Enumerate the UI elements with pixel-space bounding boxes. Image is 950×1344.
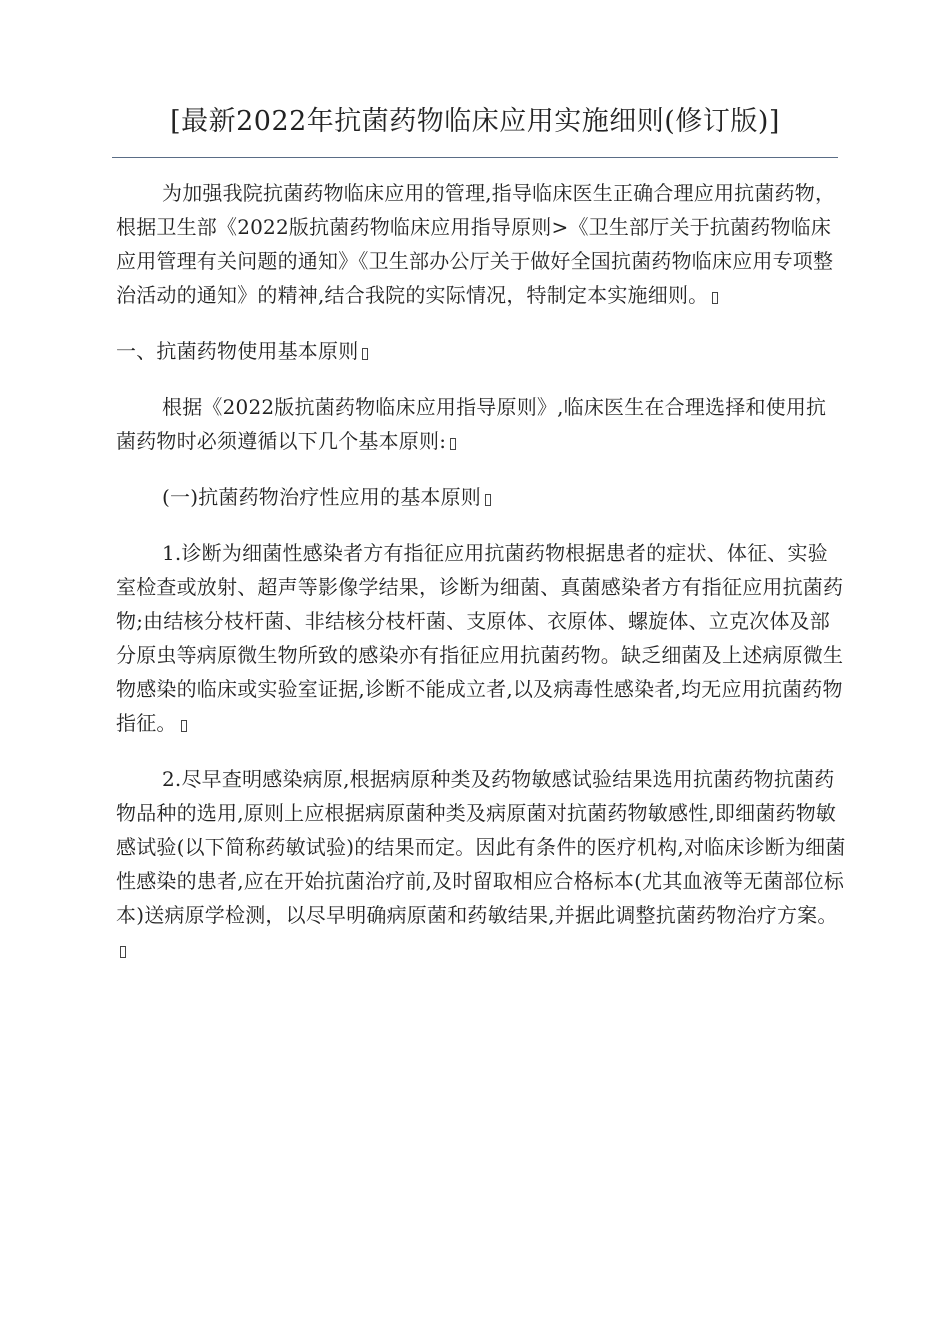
paragraph-mark-icon [450,438,456,450]
paragraph-mark-icon [181,720,187,732]
principles-intro-paragraph [116,390,846,458]
rule-2-paragraph [116,762,846,966]
intro-paragraph [116,176,846,312]
section-heading-text: 一、抗菌药物使用基本原则 [116,339,359,363]
paragraph-mark-icon [485,494,491,506]
paragraph-mark-icon [120,946,126,958]
title-divider [112,157,838,158]
intro-paragraph-text: 为加强我院抗菌药物临床应用的管理,指导临床医生正确合理应用抗菌药物，根据卫生部《2022版抗菌药物临床应用指导原则>《卫生部厅关于抗菌药物临床应用管理有关问题的通知》《卫生部办公厅关于做好全国抗菌药物临床应用专项整治活动的通知》的精神,结合我院的实际情况，特制定本实施细则。 [116,181,836,307]
document-title: [最新2022年抗菌药物临床应用实施细则(修订版)] [170,106,780,137]
principles-intro-text: 根据《2022版抗菌药物临床应用指导原则》,临床医生在合理选择和使用抗菌药物时必须遵循以下几个基本原则: [116,395,827,453]
document-body [116,176,846,966]
rule-1-text: 1.诊断为细菌性感染者方有指征应用抗菌药物根据患者的症状、体征、实验室检查或放射、超声等影像学结果，诊断为细菌、真菌感染者方有指征应用抗菌药物;由结核分枝杆菌、非结核分枝杆菌、支原体、衣原体、螺旋体、立克次体及部分原虫等病原微生物所致的感染亦有指征应用抗菌药物。缺乏细菌及上述病原微生物感染的临床或实验室证据,诊断不能成立者,以及病毒性感染者,均无应用抗菌药物指征。 [116,541,844,735]
rule-1-paragraph [116,536,846,740]
rule-2-text: 2.尽早查明感染病原,根据病原种类及药物敏感试验结果选用抗菌药物抗菌药物品种的选用,原则上应根据病原菌种类及病原菌对抗菌药物敏感性,即细菌药物敏感试验(以下简称药敏试验)的结果而定。因此有条件的医疗机构,对临床诊断为细菌性感染的患者,应在开始抗菌治疗前,及时留取相应合格标本(尤其血液等无菌部位标本)送病原学检测，以尽早明确病原菌和药敏结果,并据此调整抗菌药物治疗方案。 [116,767,846,927]
subsection-heading-text: (一)抗菌药物治疗性应用的基本原则 [162,485,482,509]
subsection-heading [116,480,846,514]
paragraph-mark-icon [712,292,718,304]
section-heading [116,334,846,368]
paragraph-mark-icon [362,348,368,360]
